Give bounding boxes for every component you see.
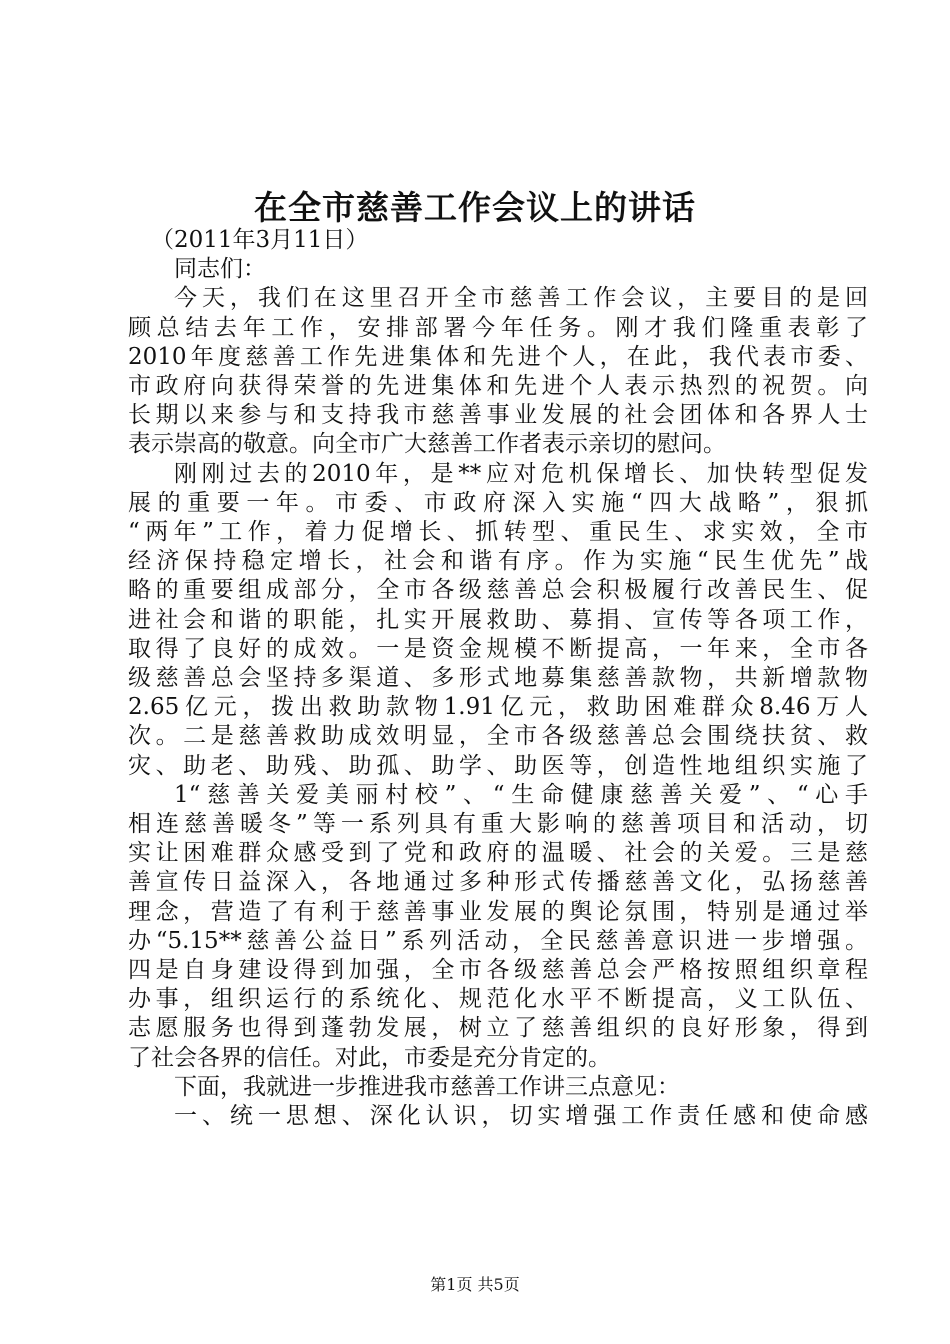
body-line: 志愿服务也得到蓬勃发展，树立了慈善组织的良好形象，得到 bbox=[128, 1015, 868, 1042]
body-line: 展的重要一年。市委、市政府深入实施“四大战略”，狠抓 bbox=[128, 489, 868, 516]
document-title: 在全市慈善工作会议上的讲话 bbox=[254, 188, 696, 227]
body-line: 了社会各界的信任。对此，市委是充分肯定的。 bbox=[128, 1044, 611, 1071]
body-line: 略的重要组成部分，全市各级慈善总会积极履行改善民生、促 bbox=[128, 577, 868, 604]
body-line: 办“5.15**慈善公益日”系列活动，全民慈善意识进一步增强。 bbox=[128, 927, 868, 954]
page-footer: 第1页 共5页 bbox=[430, 1275, 520, 1294]
body-line: 表示崇高的敬意。向全市广大慈善工作者表示亲切的慰问。 bbox=[128, 431, 726, 458]
body-line: 理念，营造了有利于慈善事业发展的舆论氛围，特别是通过举 bbox=[128, 898, 868, 925]
body-line: 1“慈善关爱美丽村校”、“生命健康慈善关爱”、“心手 bbox=[174, 781, 868, 808]
body-line: 取得了良好的成效。一是资金规模不断提高，一年来，全市各 bbox=[128, 635, 868, 662]
body-line: 今天，我们在这里召开全市慈善工作会议，主要目的是回 bbox=[174, 285, 868, 312]
body-line: 办事，组织运行的系统化、规范化水平不断提高，义工队伍、 bbox=[128, 986, 868, 1013]
body-line: 顾总结去年工作，安排部署今年任务。刚才我们隆重表彰了 bbox=[128, 314, 868, 341]
body-line: 长期以来参与和支持我市慈善事业发展的社会团体和各界人士 bbox=[128, 402, 868, 429]
body-line: 灾、助老、助残、助孤、助学、助医等，创造性地组织实施了 bbox=[128, 752, 868, 779]
body-line: 经济保持稳定增长，社会和谐有序。作为实施“民生优先”战 bbox=[128, 548, 868, 575]
body-line: 2.65亿元，拨出救助款物1.91亿元，救助困难群众8.46万人 bbox=[128, 694, 868, 721]
body-line: 2010年度慈善工作先进集体和先进个人，在此，我代表市委、 bbox=[128, 343, 868, 370]
body-line: 善宣传日益深入，各地通过多种形式传播慈善文化，弘扬慈善 bbox=[128, 869, 868, 896]
body-line: 市政府向获得荣誉的先进集体和先进个人表示热烈的祝贺。向 bbox=[128, 373, 868, 399]
body-line: 级慈善总会坚持多渠道、多形式地募集慈善款物，共新增款物 bbox=[128, 665, 868, 691]
body-line: 刚刚过去的2010年，是**应对危机保增长、加快转型促发 bbox=[174, 460, 868, 487]
body-line: 实让困难群众感受到了党和政府的温暖、社会的关爱。三是慈 bbox=[128, 840, 868, 867]
body-line: “两年”工作，着力促增长、抓转型、重民生、求实效，全市 bbox=[128, 519, 868, 545]
body-line: 相连慈善暖冬”等一系列具有重大影响的慈善项目和活动，切 bbox=[128, 811, 868, 837]
body-line: （2011年3月11日） bbox=[151, 227, 369, 253]
body-line: 同志们： bbox=[174, 256, 266, 283]
body-line: 进社会和谐的职能，扎实开展救助、募捐、宣传等各项工作， bbox=[128, 606, 868, 633]
body-line: 四是自身建设得到加强，全市各级慈善总会严格按照组织章程 bbox=[128, 957, 868, 983]
body-line: 下面，我就进一步推进我市慈善工作讲三点意见： bbox=[174, 1073, 680, 1100]
body-line: 一、统一思想、深化认识，切实增强工作责任感和使命感 bbox=[174, 1103, 868, 1129]
body-line: 次。二是慈善救助成效明显，全市各级慈善总会围绕扶贫、救 bbox=[128, 723, 868, 750]
